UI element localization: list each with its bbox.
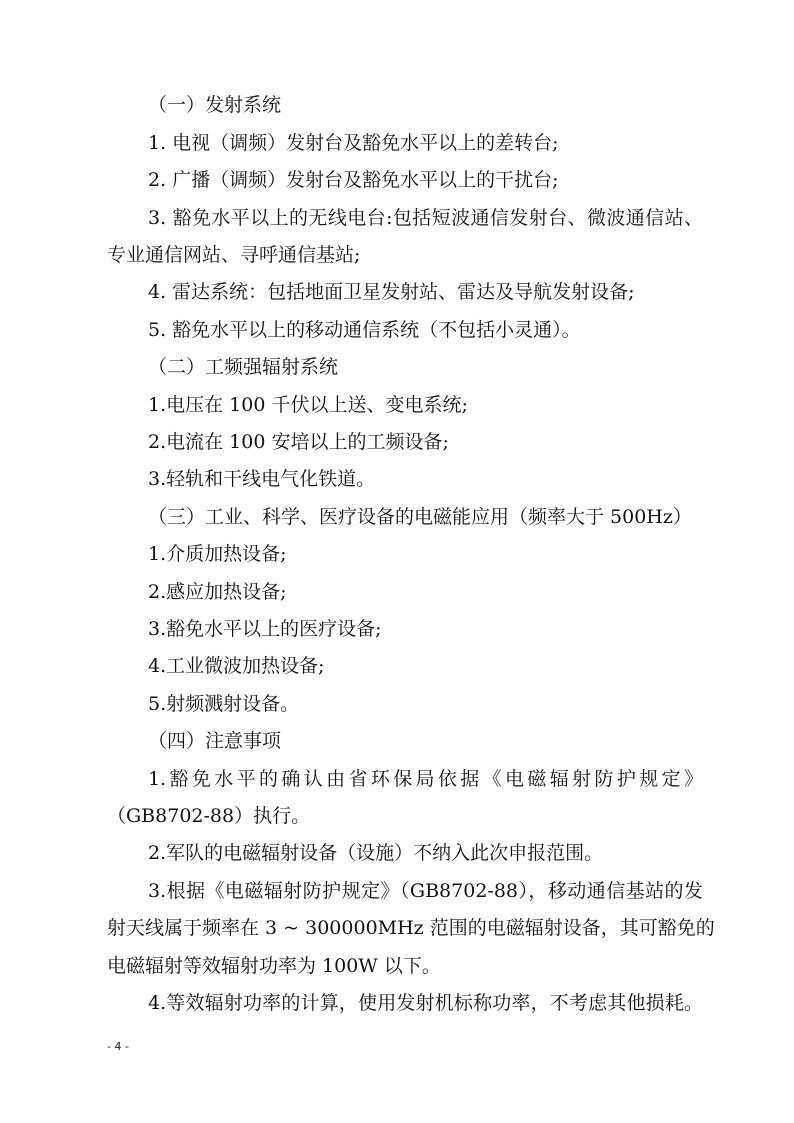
- list-item: 3. 豁免水平以上的无线电台:包括短波通信发射台、微波通信站、: [148, 207, 703, 229]
- note-item-continuation: （GB8702-88）执行。: [107, 805, 311, 827]
- section-heading-notes: （四）注意事项: [148, 730, 282, 752]
- note-item: 1.豁免水平的确认由省环保局依据《电磁辐射防护规定》: [148, 768, 703, 790]
- list-item: 1.介质加热设备;: [148, 543, 287, 565]
- list-item: 2.电流在 100 安培以上的工频设备;: [148, 431, 449, 453]
- page-number: - 4 -: [107, 1040, 129, 1053]
- list-item: 5. 豁免水平以上的移动通信系统（不包括小灵通）。: [148, 319, 581, 341]
- list-item: 3.豁免水平以上的医疗设备;: [148, 618, 382, 640]
- note-item-continuation: 电磁辐射等效辐射功率为 100W 以下。: [107, 955, 441, 977]
- list-item: 2.感应加热设备;: [148, 581, 287, 603]
- section-heading-ism-equipment: （三）工业、科学、医疗设备的电磁能应用（频率大于 500Hz）: [148, 506, 692, 528]
- list-item: 4. 雷达系统：包括地面卫星发射站、雷达及导航发射设备;: [148, 281, 635, 303]
- section-heading-power-frequency: （二）工频强辐射系统: [148, 356, 339, 378]
- list-item: 1.电压在 100 千伏以上送、变电系统;: [148, 394, 468, 416]
- list-item: 1. 电视（调频）发射台及豁免水平以上的差转台;: [148, 132, 559, 154]
- note-item: 3.根据《电磁辐射防护规定》（GB8702-88），移动通信基站的发: [148, 880, 703, 902]
- note-item: 2.军队的电磁辐射设备（设施）不纳入此次申报范围。: [148, 842, 604, 864]
- section-heading-transmitting-systems: （一）发射系统: [148, 94, 282, 116]
- list-item: 4.工业微波加热设备;: [148, 655, 325, 677]
- list-item: 2. 广播（调频）发射台及豁免水平以上的干扰台;: [148, 169, 559, 191]
- list-item: 5.射频溅射设备。: [148, 693, 300, 715]
- note-item-continuation: 射天线属于频率在 3 ~ 300000MHz 范围的电磁辐射设备，其可豁免的: [107, 917, 715, 939]
- note-item: 4.等效辐射功率的计算，使用发射机标称功率，不考虑其他损耗。: [148, 992, 703, 1014]
- list-item: 3.轻轨和干线电气化铁道。: [148, 468, 376, 490]
- list-item-continuation: 专业通信网站、寻呼通信基站;: [107, 244, 361, 266]
